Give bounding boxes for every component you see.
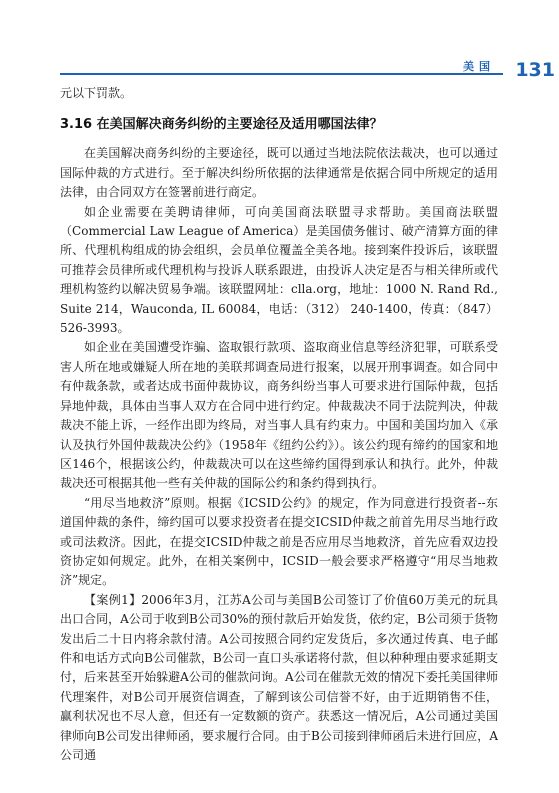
page-number: 131 xyxy=(515,59,555,81)
header-country: 美国 xyxy=(463,60,495,73)
paragraph-law-league: 如企业需要在美聘请律师，可向美国商法联盟寻求帮助。美国商法联盟（Commercial Law League of America）是美国债务催讨、破产清算方面的律所、代理机构组成的协会组织，会员单位覆盖全美各地。接到案件投诉后，该联盟可推荐会员律所或代理机构与投诉人联系跟进，由投诉人决定是否与相关律所或代理机构签约以解决贸易争端。该联盟网址：clla.org，地址：1000 N. Rand Rd., Suite 214，Wauconda, IL 60084，电话：（312） 240-1400，传真：（847） 526-3993。 xyxy=(60,204,498,336)
page-content xyxy=(60,84,498,765)
paragraph-local-remedies: “用尽当地救济”原则。根据《ICSID公约》的规定，作为同意进行投资者--东道国仲裁的条件，缔约国可以要求投资者在提交ICSID仲裁之前首先用尽当地行政或司法救济。因此，在提交ICSID仲裁之前是否应用尽当地救济，首先应看双边投资协定如何规定。此外，在相关案例中，ICSID一般会要求严格遵守“用尽当地救济”规定。 xyxy=(60,495,498,588)
running-header xyxy=(60,48,559,88)
section-heading: 3.16 在美国解决商务纠纷的主要途径及适用哪国法律？ xyxy=(60,117,383,133)
paragraph-case-1: 【案例1】2006年3月，江苏A公司与美国B公司签订了价值60万美元的玩具出口合同，A公司于收到B公司30%的预付款后开始发货，依约定，B公司须于货物发出后二十日内将余款付清。A公司按照合同约定发货后，多次通过传真、电子邮件和电话方式向B公司催款，B公司一直口头承诺将付款，但以种种理由要求延期支付，后来甚至开始躲避A公司的催款问询。A公司在催款无效的情况下委托美国律师代理案件，对B公司开展资信调查，了解到该公司信誉不好，由于近期销售不佳，赢利状况也不尽人意，但还有一定数额的资产。获悉这一情况后，A公司通过美国律师向B公司发出律师函，要求履行合同。由于B公司接到律师函后未进行回应，A公司通 xyxy=(60,592,498,762)
lead-line: 元以下罚款。 xyxy=(60,86,133,100)
paragraph-arbitration: 如企业在美国遭受诈骗、盗取银行款项、盗取商业信息等经济犯罪，可联系受害人所在地或嫌疑人所在地的美联邦调查局进行报案，以展开刑事调查。如合同中有仲裁条款，或者达成书面仲裁协议，商务纠纷当事人可要求进行国际仲裁，包括异地仲裁，具体由当事人双方在合同中进行约定。仲裁裁决不同于法院判决，仲裁裁决不能上诉，一经作出即为终局，对当事人具有约束力。中国和美国均加入《承认及执行外国仲裁裁决公约》（1958年《纽约公约》）。该公约现有缔约的国家和地区146个，根据该公约，仲裁裁决可以在这些缔约国得到承认和执行。此外，仲裁裁决还可根据其他一些有关仲裁的国际公约和条约得到执行。 xyxy=(60,340,498,491)
paragraph-dispute-channels: 在美国解决商务纠纷的主要途径，既可以通过当地法院依法裁决，也可以通过国际仲裁的方式进行。至于解决纠纷所依据的法律通常是依据合同中所规定的适用法律，由合同双方在签署前进行商定。 xyxy=(60,146,498,200)
header-rule xyxy=(60,73,503,75)
